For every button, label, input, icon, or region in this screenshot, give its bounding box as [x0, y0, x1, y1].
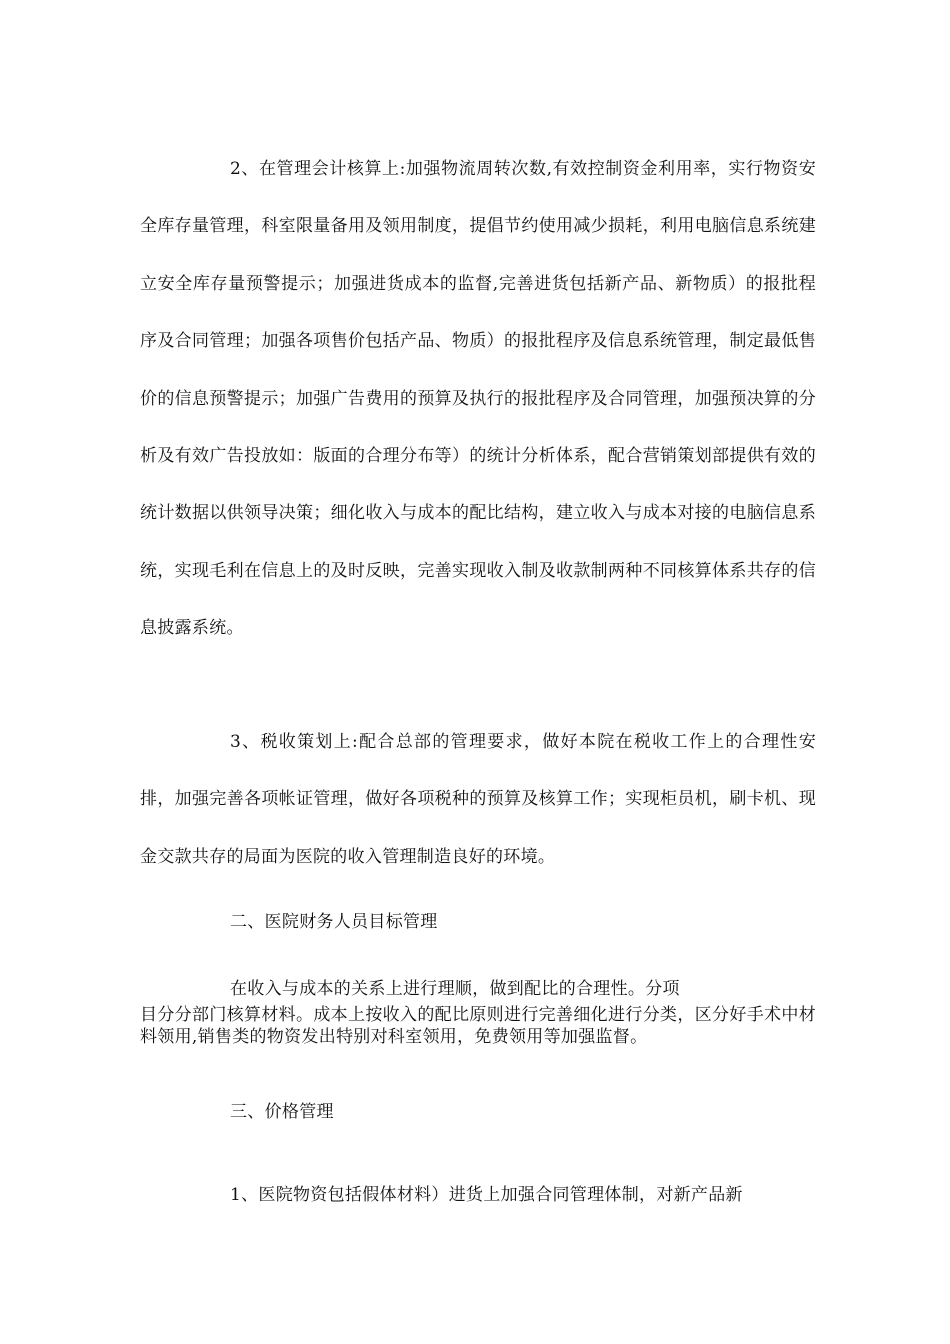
paragraph-management-accounting: 2、在管理会计核算上:加强物流周转次数,有效控制资金利用率，实行物资安全库存量管理，科室限量备用及领用制度，提倡节约使用减少损耗，利用电脑信息系统建立安全库存量预警提示；加强进货成本的监督,完善进货包括新产品、新物质）的报批程序及合同管理；加强各项售价包括产品、物质）的报批程序及信息系统管理，制定最低售价的信息预警提示；加强广告费用的预算及执行的报批程序及合同管理，加强预决算的分析及有效广告投放如：版面的合理分布等）的统计分析体系，配合营销策划部提供有效的统计数据以供领导决策；细化收入与成本的配比结构，建立收入与成本对接的电脑信息系统，实现毛利在信息上的及时反映，完善实现收入制及收款制两种不同核算体系共存的信息披露系统。	[140, 159, 816, 639]
section-heading-price-management: 三、价格管理	[230, 1102, 334, 1122]
paragraph-revenue-cost-body: 目分分部门核算材料。成本上按收入的配比原则进行完善细化进行分类，区分好手术中材料领用,销售类的物资发出特别对科室领用，免费领用等加强监督。	[140, 1005, 816, 1047]
section-heading-finance-staff: 二、医院财务人员目标管理	[230, 912, 438, 932]
paragraph-revenue-cost	[140, 974, 816, 1048]
paragraph-revenue-cost-first-line: 在收入与成本的关系上进行理顺，做到配比的合理性。分项	[230, 979, 680, 999]
paragraph-price-management: 1、医院物资包括假体材料）进货上加强合同管理体制，对新产品新	[230, 1185, 743, 1205]
paragraph-tax-planning: 3、税收策划上:配合总部的管理要求，做好本院在税收工作上的合理性安排，加强完善各项帐证管理，做好各项税种的预算及核算工作；实现柜员机，刷卡机、现金交款共存的局面为医院的收入管理制造良好的环境。	[140, 732, 816, 867]
